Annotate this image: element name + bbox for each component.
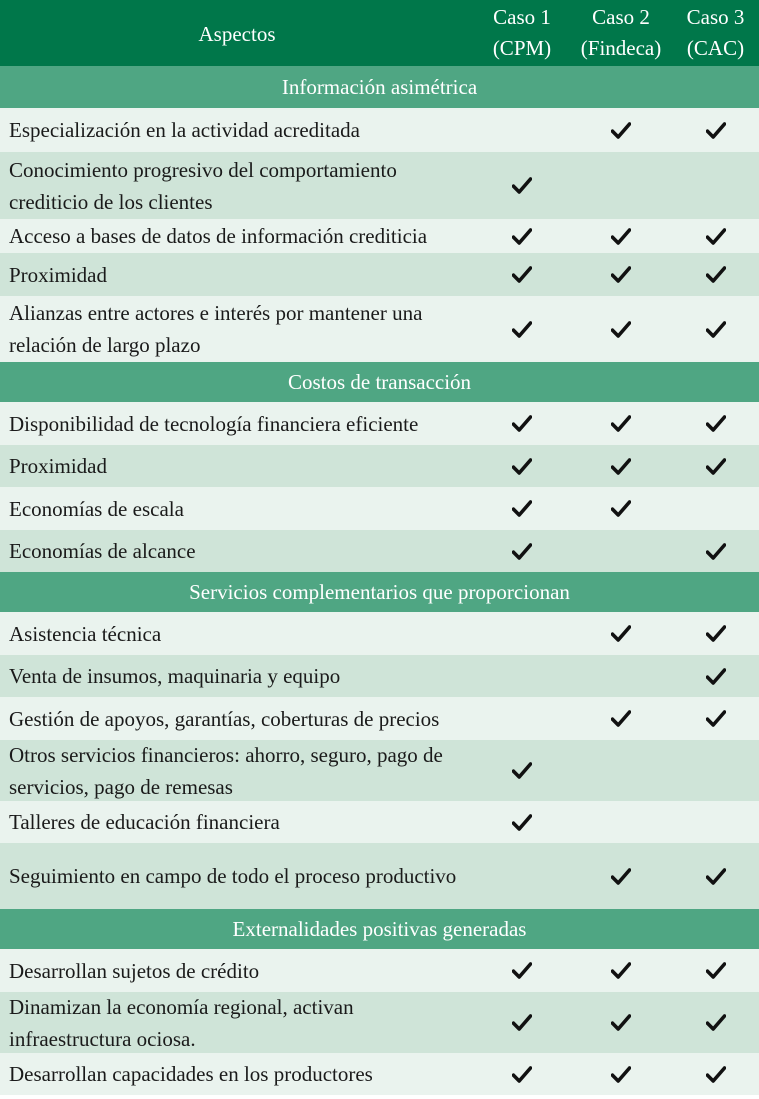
checkmark-icon <box>611 321 631 338</box>
case-3-cell <box>672 458 759 475</box>
case-2-cell <box>570 228 672 245</box>
checkmark-icon <box>706 122 726 139</box>
checkmark-icon <box>706 415 726 432</box>
row-label: Talleres de educación financiera <box>9 810 280 834</box>
row-label: Venta de insumos, maquinaria y equipo <box>9 664 341 688</box>
case-2-abbrev: (Findeca) <box>580 36 662 60</box>
case-3-cell <box>672 321 759 338</box>
case-3-abbrev: (CAC) <box>686 36 745 60</box>
table-row <box>0 445 759 487</box>
checkmark-icon <box>611 1066 631 1083</box>
case-2-cell <box>570 962 672 979</box>
row-label: Disponibilidad de tecnología financiera eficiente <box>9 411 419 436</box>
case-1-cell <box>474 458 570 475</box>
row-label: Acceso a bases de datos de información crediticia <box>9 224 428 248</box>
case-1-cell <box>474 1014 570 1031</box>
row-label: Asistencia técnica <box>9 621 162 646</box>
case-1-cell <box>474 1066 570 1083</box>
case-3-cell <box>672 710 759 727</box>
checkmark-icon <box>512 814 532 831</box>
case-3-cell <box>672 625 759 642</box>
checkmark-icon <box>611 500 631 517</box>
case-2-cell <box>570 868 672 885</box>
checkmark-icon <box>611 266 631 283</box>
table-row <box>0 152 759 219</box>
case-2-cell <box>570 1014 672 1031</box>
row-label: Economías de escala <box>9 496 184 521</box>
case-2-cell <box>570 122 672 139</box>
case-3-title: Caso 3 <box>686 5 745 29</box>
case-1-header <box>474 2 570 64</box>
checkmark-svg <box>706 321 726 338</box>
checkmark-svg <box>512 814 532 831</box>
checkmark-icon <box>706 543 726 560</box>
checkmark-svg <box>512 962 532 979</box>
checkmark-icon <box>706 668 726 685</box>
checkmark-svg <box>706 710 726 727</box>
checkmark-icon <box>611 228 631 245</box>
checkmark-svg <box>611 625 631 642</box>
row-label: Conocimiento progresivo del comportamiento crediticio de los clientes <box>9 157 397 214</box>
case-3-cell <box>672 1014 759 1031</box>
table-row <box>0 296 759 362</box>
section-header: Costos de transacción <box>0 362 759 402</box>
case-2-cell <box>570 1066 672 1083</box>
checkmark-icon <box>706 868 726 885</box>
case-3-header <box>672 2 759 64</box>
checkmark-svg <box>512 177 532 194</box>
checkmark-svg <box>706 1066 726 1083</box>
checkmark-svg <box>512 1066 532 1083</box>
checkmark-svg <box>611 868 631 885</box>
checkmark-svg <box>706 122 726 139</box>
checkmark-svg <box>706 962 726 979</box>
case-1-cell <box>474 543 570 560</box>
row-label: Dinamizan la economía regional, activan infraestructura ociosa. <box>9 994 354 1051</box>
checkmark-icon <box>611 458 631 475</box>
table-row <box>0 949 759 992</box>
table-row <box>0 1053 759 1095</box>
table-header <box>0 0 759 66</box>
checkmark-icon <box>706 458 726 475</box>
table-row <box>0 697 759 740</box>
checkmark-icon <box>512 1066 532 1083</box>
checkmark-icon <box>512 228 532 245</box>
case-3-cell <box>672 668 759 685</box>
case-1-cell <box>474 962 570 979</box>
checkmark-icon <box>706 1014 726 1031</box>
case-2-cell <box>570 625 672 642</box>
case-3-cell <box>672 543 759 560</box>
checkmark-svg <box>706 415 726 432</box>
case-1-cell <box>474 415 570 432</box>
row-label: Desarrollan capacidades en los productores <box>9 1062 373 1086</box>
aspect-column-header: Aspectos <box>198 21 276 46</box>
case-2-cell <box>570 710 672 727</box>
checkmark-svg <box>512 1014 532 1031</box>
case-3-cell <box>672 868 759 885</box>
table-row <box>0 740 759 801</box>
case-3-cell <box>672 122 759 139</box>
checkmark-svg <box>611 962 631 979</box>
checkmark-svg <box>706 668 726 685</box>
checkmark-svg <box>611 266 631 283</box>
checkmark-icon <box>706 228 726 245</box>
table-row <box>0 108 759 152</box>
checkmark-icon <box>512 1014 532 1031</box>
checkmark-svg <box>611 321 631 338</box>
case-1-cell <box>474 814 570 831</box>
table-row <box>0 219 759 253</box>
case-1-cell <box>474 177 570 194</box>
case-1-cell <box>474 228 570 245</box>
case-3-cell <box>672 415 759 432</box>
checkmark-svg <box>706 228 726 245</box>
checkmark-svg <box>512 458 532 475</box>
case-1-cell <box>474 762 570 779</box>
case-1-title: Caso 1 <box>493 5 551 29</box>
checkmark-icon <box>512 321 532 338</box>
table-row <box>0 655 759 697</box>
checkmark-icon <box>706 962 726 979</box>
checkmark-icon <box>512 266 532 283</box>
checkmark-svg <box>611 1066 631 1083</box>
table-row <box>0 402 759 445</box>
checkmark-icon <box>512 500 532 517</box>
checkmark-icon <box>611 625 631 642</box>
case-1-abbrev: (CPM) <box>492 36 552 60</box>
checkmark-svg <box>706 458 726 475</box>
checkmark-icon <box>611 122 631 139</box>
checkmark-icon <box>512 458 532 475</box>
checkmark-icon <box>512 543 532 560</box>
checkmark-icon <box>706 625 726 642</box>
case-3-cell <box>672 228 759 245</box>
case-2-title: Caso 2 <box>592 5 650 29</box>
case-1-cell <box>474 500 570 517</box>
checkmark-icon <box>706 321 726 338</box>
checkmark-icon <box>611 868 631 885</box>
checkmark-svg <box>706 868 726 885</box>
table-row <box>0 801 759 843</box>
row-label: Alianzas entre actores e interés por mantener una relación de largo plazo <box>9 301 423 357</box>
checkmark-svg <box>706 625 726 642</box>
checkmark-svg <box>611 1014 631 1031</box>
checkmark-svg <box>611 500 631 517</box>
table-row <box>0 253 759 296</box>
row-label: Proximidad <box>9 262 107 287</box>
section-header: Servicios complementarios que proporcionan <box>0 572 759 612</box>
checkmark-svg <box>512 762 532 779</box>
section-header: Información asimétrica <box>0 66 759 108</box>
table-body <box>0 66 759 1095</box>
checkmark-svg <box>611 415 631 432</box>
case-2-cell <box>570 321 672 338</box>
case-2-cell <box>570 500 672 517</box>
checkmark-svg <box>512 500 532 517</box>
checkmark-icon <box>706 710 726 727</box>
section-header: Externalidades positivas generadas <box>0 909 759 949</box>
row-label: Seguimiento en campo de todo el proceso productivo <box>9 864 457 888</box>
case-2-header <box>570 2 672 64</box>
row-label: Proximidad <box>9 454 107 478</box>
checkmark-icon <box>611 415 631 432</box>
checkmark-icon <box>706 266 726 283</box>
checkmark-icon <box>512 962 532 979</box>
checkmark-svg <box>706 1014 726 1031</box>
case-3-cell <box>672 1066 759 1083</box>
checkmark-icon <box>611 962 631 979</box>
table-row <box>0 992 759 1053</box>
case-2-cell <box>570 266 672 283</box>
row-label: Otros servicios financieros: ahorro, seguro, pago de servicios, pago de remesas <box>9 742 443 799</box>
row-label: Gestión de apoyos, garantías, coberturas de precios <box>9 706 440 731</box>
checkmark-icon <box>706 1066 726 1083</box>
row-label: Especialización en la actividad acreditada <box>9 118 360 142</box>
checkmark-svg <box>512 266 532 283</box>
case-2-cell <box>570 458 672 475</box>
case-1-cell <box>474 321 570 338</box>
checkmark-icon <box>512 415 532 432</box>
checkmark-svg <box>512 228 532 245</box>
checkmark-icon <box>512 762 532 779</box>
case-3-cell <box>672 266 759 283</box>
checkmark-svg <box>611 710 631 727</box>
table-row <box>0 843 759 909</box>
checkmark-svg <box>706 266 726 283</box>
checkmark-icon <box>611 1014 631 1031</box>
checkmark-svg <box>706 543 726 560</box>
table-row <box>0 487 759 530</box>
case-2-cell <box>570 415 672 432</box>
row-label: Desarrollan sujetos de crédito <box>9 958 260 983</box>
checkmark-svg <box>512 415 532 432</box>
table-row <box>0 612 759 655</box>
checkmark-svg <box>611 122 631 139</box>
checkmark-svg <box>611 228 631 245</box>
checkmark-icon <box>512 177 532 194</box>
checkmark-svg <box>512 321 532 338</box>
checkmark-svg <box>512 543 532 560</box>
case-3-cell <box>672 962 759 979</box>
case-1-cell <box>474 266 570 283</box>
row-label: Economías de alcance <box>9 539 196 563</box>
checkmark-icon <box>611 710 631 727</box>
checkmark-svg <box>611 458 631 475</box>
table-row <box>0 530 759 572</box>
